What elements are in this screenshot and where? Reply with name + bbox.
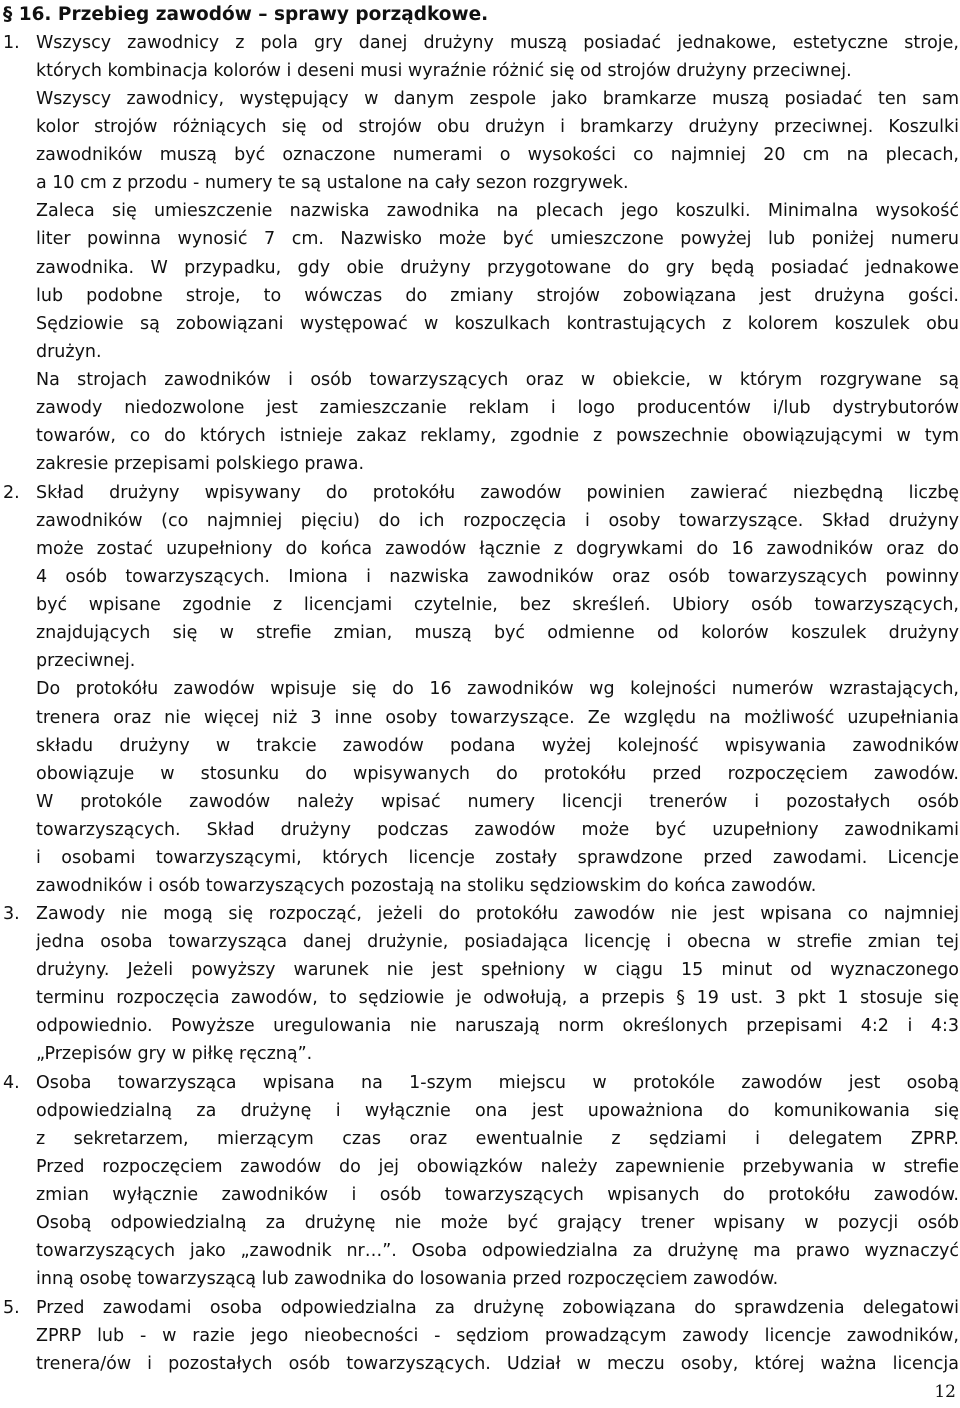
text-line: Do protokółu zawodów wpisuje się do 16 zawodników wg kolejności numerów wzrastających,: [36, 679, 959, 700]
item-number: 5.: [3, 1298, 20, 1318]
text-line: Skład drużyny wpisywany do protokółu zawodów powinien zawierać niezbędną liczbę: [36, 483, 959, 503]
section-heading: § 16. Przebieg zawodów – sprawy porządkowe.: [3, 4, 489, 25]
text-line: Przed zawodami osoba odpowiedzialna za drużynę zobowiązana do sprawdzenia delegatowi: [36, 1298, 959, 1318]
text-line: odpowiednio. Powyższe uregulowania nie naruszają norm określonych przepisami 4:2 i 4:3: [36, 1016, 959, 1037]
text-line: Osoba towarzysząca wpisana na 1-szym miejscu w protokóle zawodów jest osobą: [36, 1073, 959, 1093]
item-text: [36, 900, 959, 1068]
item-text: [36, 479, 959, 900]
text-line: Wszyscy zawodnicy, występujący w danym zespole jako bramkarze muszą posiadać ten sam: [36, 89, 959, 110]
text-line: trenera/ów i pozostałych osób towarzyszących. Udział w meczu osoby, której ważna licencja: [36, 1354, 959, 1375]
text-line: przeciwnej.: [36, 651, 136, 672]
text-line: z sekretarzem, mierzącym czas oraz ewentualnie z sędziami i delegatem ZPRP.: [36, 1129, 959, 1150]
item-text: [36, 1294, 959, 1378]
text-line: składu drużyny w trakcie zawodów podana wyżej kolejność wpisywania zawodników: [36, 735, 959, 756]
text-line: terminu rozpoczęcia zawodów, to sędziowie je odwołują, a przepis § 19 ust. 3 pkt 1 stosuje się: [36, 988, 959, 1009]
text-line: zawodników (co najmniej pięciu) do ich rozpoczęcia i osoby towarzyszące. Skład drużyny: [36, 511, 959, 532]
text-line: kolor strojów różniących się od strojów obu drużyn i bramkarzy drużyny przeciwnej. Koszulki: [36, 117, 959, 138]
text-line: zmian wyłącznie zawodników i osób towarzyszących wpisanych do protokółu zawodów.: [36, 1185, 959, 1206]
text-line: Na strojach zawodników i osób towarzyszących oraz w obiekcie, w którym rozgrywane są: [36, 369, 959, 390]
text-line: a 10 cm z przodu - numery te są ustalone na cały sezon rozgrywek.: [36, 173, 629, 194]
text-line: „Przepisów gry w piłkę ręczną”.: [36, 1044, 313, 1065]
item-number: 2.: [3, 483, 20, 503]
page-number: 12: [934, 1382, 956, 1402]
item-number: 4.: [3, 1073, 20, 1093]
text-line: drużyny. Jeżeli powyższy warunek nie jest spełniony w ciągu 15 minut od wyznaczonego: [36, 960, 959, 981]
text-line: zawody niedozwolone jest zamieszczanie reklam i logo producentów i/lub dystrybutorów: [36, 397, 959, 418]
text-line: Zaleca się umieszczenie nazwiska zawodnika na plecach jego koszulki. Minimalna wysokość: [36, 201, 959, 222]
text-line: ZPRP lub - w razie jego nieobecności - sędziom prowadzącym zawody licencje zawodników,: [36, 1326, 959, 1347]
text-line: zawodnika. W przypadku, gdy obie drużyny przygotowane do gry będą posiadać jednakowe: [36, 257, 959, 278]
text-line: drużyn.: [36, 341, 102, 362]
text-line: inną osobę towarzyszącą lub zawodnika do losowania przed rozpoczęciem zawodów.: [36, 1269, 779, 1290]
text-line: W protokóle zawodów należy wpisać numery licencji trenerów i pozostałych osób: [36, 791, 959, 812]
text-line: Osobą odpowiedzialną za drużynę nie może być grający trener wpisany w pozycji osób: [36, 1213, 959, 1234]
text-line: jedna osoba towarzysząca danej drużynie, posiadająca licencję i obecna w strefie zmian tej: [36, 932, 959, 953]
item-number: 1.: [3, 33, 20, 53]
text-line: towarzyszących. Skład drużyny podczas zawodów może być uzupełniony zawodnikami: [36, 819, 959, 840]
text-line: może zostać uzupełniony do końca zawodów łącznie z dogrywkami do 16 zawodników oraz do: [36, 539, 959, 560]
text-line: Sędziowie są zobowiązani występować w koszulkach kontrastujących z kolorem koszulek obu: [36, 313, 959, 334]
text-line: zakresie przepisami polskiego prawa.: [36, 453, 365, 474]
text-line: odpowiedzialną za drużynę i wyłącznie ona jest upoważniona do komunikowania się: [36, 1101, 959, 1122]
text-line: i osobami towarzyszącymi, których licencje zostały sprawdzone przed zawodami. Licencje: [36, 847, 959, 868]
text-line: towarzyszących jako „zawodnik nr…”. Osoba odpowiedzialna za drużynę ma prawo wyznaczyć: [36, 1241, 959, 1262]
text-line: Wszyscy zawodnicy z pola gry danej drużyny muszą posiadać jednakowe, estetyczne stroje,: [36, 33, 959, 53]
text-line: lub podobne stroje, to wówczas do zmiany strojów zobowiązana jest drużyna gości.: [36, 285, 959, 306]
text-line: zawodników i osób towarzyszących pozostają na stoliku sędziowskim do końca zawodów.: [36, 875, 817, 896]
text-line: których kombinacja kolorów i deseni musi wyraźnie różnić się od strojów drużyny przeciwnej.: [36, 61, 852, 82]
item-text: [36, 29, 959, 478]
item-number: 3.: [3, 904, 20, 924]
text-line: towarów, co do których istnieje zakaz reklamy, zgodnie z powszechnie obowiązującymi w tym: [36, 425, 959, 446]
text-line: znajdujących się w strefie zmian, muszą być odmienne od kolorów koszulek drużyny: [36, 623, 959, 644]
text-line: Przed rozpoczęciem zawodów do jej obowiązków należy zapewnienie przebywania w strefie: [36, 1157, 959, 1178]
item-text: [36, 1069, 959, 1294]
text-line: zawodników muszą być oznaczone numerami o wysokości co najmniej 20 cm na plecach,: [36, 145, 959, 166]
text-line: być wpisane zgodnie z licencjami czytelnie, bez skreśleń. Ubiory osób towarzyszących,: [36, 595, 959, 616]
text-line: Zawody nie mogą się rozpocząć, jeżeli do protokółu zawodów nie jest wpisana co najmniej: [36, 904, 959, 924]
text-line: liter powinna wynosić 7 cm. Nazwisko może być umieszczone powyżej lub poniżej numeru: [36, 229, 959, 250]
text-line: 4 osób towarzyszących. Imiona i nazwiska zawodników oraz osób towarzyszących powinny: [36, 567, 959, 588]
text-line: trenera oraz nie więcej niż 3 inne osoby towarzyszące. Ze względu na możliwość uzupełniania: [36, 707, 959, 728]
text-line: obowiązuje w stosunku do wpisywanych do protokółu przed rozpoczęciem zawodów.: [36, 763, 959, 784]
